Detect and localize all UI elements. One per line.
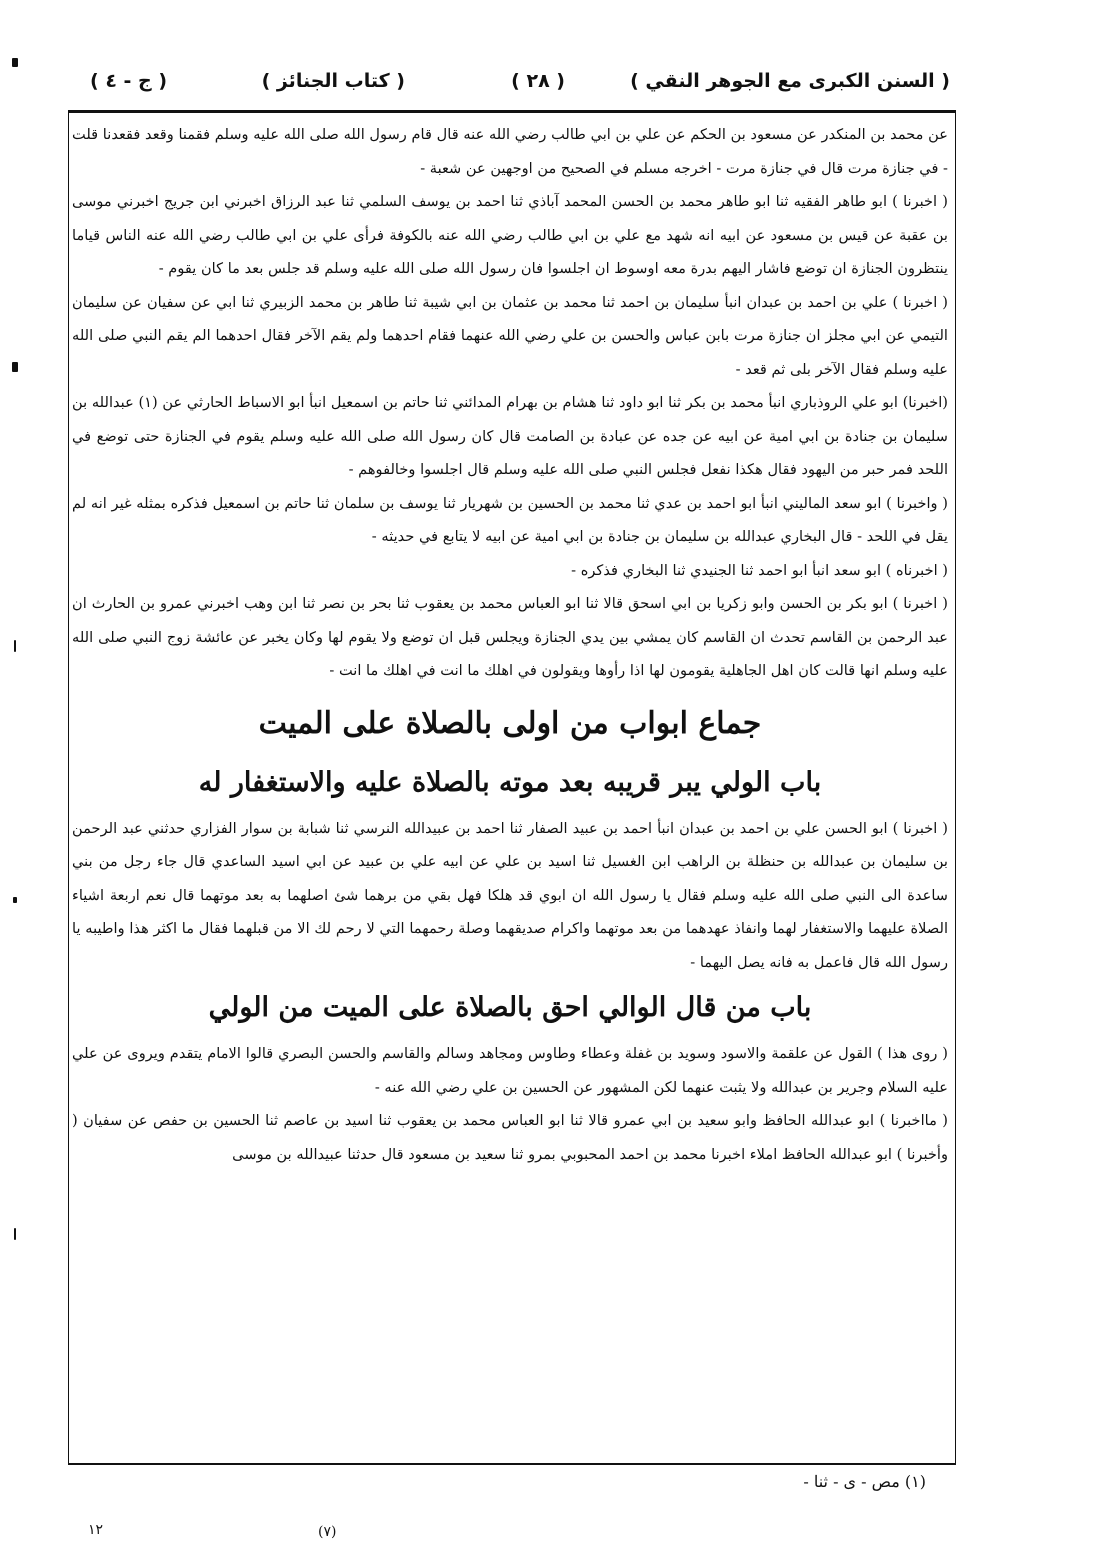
footnote-rule [68, 1463, 956, 1465]
volume-label: ( ج - ٤ ) [90, 70, 168, 92]
binding-hole-mark [13, 897, 17, 903]
signature-mark: (٧) [318, 1524, 337, 1540]
binding-hole-mark [14, 1228, 16, 1240]
book-title: ( السنن الكبرى مع الجوهر النقي ) [630, 70, 950, 92]
hadith-paragraph: ( اخبرنا ) ابو الحسن علي بن احمد بن عبدان انبأ احمد بن عبيد الصفار ثنا احمد بن عبيدالله النرسي ثنا شبابة بن سوار الفزاري حدثني عبد الرحمن بن سليمان بن عبدالله بن حنظلة بن الراهب ابن الغسيل ثنا اسيد بن علي عن ابيه علي بن عبيد عن ابي اسيد الساعدي قال جاء رجل من بني ساعدة الى النبي صلى الله عليه وسلم فقال يا رسول الله ان ابوي قد هلكا فهل بقي من برهما شئ اصلهما به بعد موتهما قال نعم اربعة اشياء الصلاة عليهما والاستغفار لهما وانفاذ عهدهما من بعد موتهما واكرام صديقهما وصلة رحمهما التي لا رحم لك الا من قبلهما فقال ما اكثر هذا واطيبه يا رسول الله قال فاعمل به فانه يصل اليهما - [72, 819, 948, 971]
binding-hole-mark [12, 362, 18, 372]
chapter-heading: جماع ابواب من اولى بالصلاة على الميت [258, 705, 762, 741]
hadith-paragraph: (اخبرنا) ابو علي الروذباري انبأ محمد بن بكر ثنا ابو داود ثنا هشام بن بهرام المدائني ثنا حاتم بن اسمعيل انبأ ابو الاسباط الحارثي عن (١) عبدالله بن سليمان بن جنادة بن ابي امية عن ابيه عن جده عن عبادة بن الصامت قال كان رسول الله صلى الله عليه وسلم يقوم في الجنازة حتى توضع في اللحد فمر حبر من اليهود فقال هكذا نفعل فجلس النبي صلى الله عليه وسلم قال اجلسوا وخالفوهم - [72, 394, 948, 478]
right-border [955, 110, 956, 1463]
running-header [70, 62, 950, 106]
hadith-paragraph: ( روى هذا ) القول عن علقمة والاسود وسويد بن غفلة وعطاء وطاوس ومجاهد وسالم والقاسم والحسن البصري قالوا الامام يتقدم ويروى عن علي عليه السلام وجرير بن عبدالله ولا يثبت عنهما لكن المشهور عن الحسين بن علي رضي الله عنه - [72, 1045, 948, 1096]
header-rule [68, 110, 956, 113]
hadith-paragraph: ( اخبرنا ) ابو طاهر الفقيه ثنا ابو طاهر محمد بن الحسن المحمد آباذي ثنا احمد بن يوسف السلمي ثنا عبد الرزاق اخبرني ابن جريج اخبرني موسى بن عقبة عن قيس بن مسعود عن ابيه انه شهد مع علي بن ابي طالب رضي الله عنه بالكوفة فرأى علي بن ابي طالب رضي الله عنه الناس قياما ينتظرون الجنازة ان توضع فاشار اليهم بدرة معه اوسوط ان اجلسوا فان رسول الله صلى الله عليه وسلم قد جلس بعد ما كان يقوم - [72, 193, 948, 277]
page-number: ( ٢٨ ) [511, 70, 565, 92]
hadith-paragraph: ( اخبرناه ) ابو سعد انبأ ابو احمد ثنا الجنيدي ثنا البخاري فذكره - [571, 561, 948, 579]
hadith-paragraph: عن محمد بن المنكدر عن مسعود بن الحكم عن علي بن ابي طالب رضي الله عنه قال قام رسول الله صلى الله عليه وسلم فقمنا وقعد فقعدنا قلت - في جنازة مرت قال في جنازة مرت - اخرجه مسلم في الصحيح من اوجهين عن شعبة - [72, 126, 948, 177]
footer-mark: ١٢ [88, 1522, 104, 1538]
binding-hole-mark [12, 58, 18, 67]
hadith-paragraph: ( اخبرنا ) علي بن احمد بن عبدان انبأ سليمان بن احمد ثنا محمد بن عثمان بن ابي شيبة ثنا طاهر بن محمد الزبيري ثنا ابي عن سفيان عن سليمان التيمي عن ابي مجلز ان جنازة مرت بابن عباس والحسن بن علي رضي الله عنهما فقام احدهما ولم يقم الآخر فقال احدهما الم يقم النبي صلى الله عليه وسلم فقال الآخر بلى ثم قعد - [72, 293, 948, 378]
section-title: ( كتاب الجنائز ) [261, 70, 405, 92]
left-border [68, 110, 69, 1463]
footnote: (١) مص - ى - ثنا - [803, 1472, 926, 1491]
hadith-paragraph: ( واخبرنا ) ابو سعد الماليني انبأ ابو احمد بن عدي ثنا محمد بن الحسين بن شهريار ثنا يوسف بن سلمان ثنا حاتم بن اسمعيل فذكره بمثله غير انه لم يقل في اللحد - قال البخاري عبدالله بن سليمان بن جنادة بن ابي امية عن ابيه لا يتابع في حديثه - [72, 494, 948, 545]
hadith-paragraph: ( اخبرنا ) ابو بكر بن الحسن وابو زكريا بن ابي اسحق قالا ثنا ابو العباس محمد بن يعقوب ثنا بحر بن نصر ثنا ابن وهب اخبرني عمرو بن الحارث ان عبد الرحمن بن القاسم تحدث ان القاسم كان يمشي بين يدي الجنازة ويجلس قبل ان توضع ولا يقوم لها وكان يخبر عن عائشة زوج النبي صلى الله عليه وسلم انها قالت كان اهل الجاهلية يقومون لها اذا رأوها ويقولون في اهلك ما انت في اهلك ما انت - [72, 595, 948, 679]
main-text [72, 118, 948, 1171]
bab-heading: باب من قال الوالي احق بالصلاة على الميت من الولي [208, 992, 812, 1023]
hadith-paragraph: ( مااخبرنا ) ابو عبدالله الحافظ وابو سعيد بن ابي عمرو قالا ثنا ابو العباس محمد بن يعقوب ثنا اسيد بن عاصم ثنا الحسين بن حفص عن سفيان ( وأخبرنا ) ابو عبدالله الحافظ املاء اخبرنا محمد بن احمد المحبوبي بمرو ثنا سعيد بن مسعود قال حدثنا عبيدالله بن موسى [72, 1112, 948, 1163]
bab-heading: باب الولي يبر قريبه بعد موته بالصلاة عليه والاستغفار له [198, 766, 822, 798]
binding-hole-mark [14, 640, 16, 652]
